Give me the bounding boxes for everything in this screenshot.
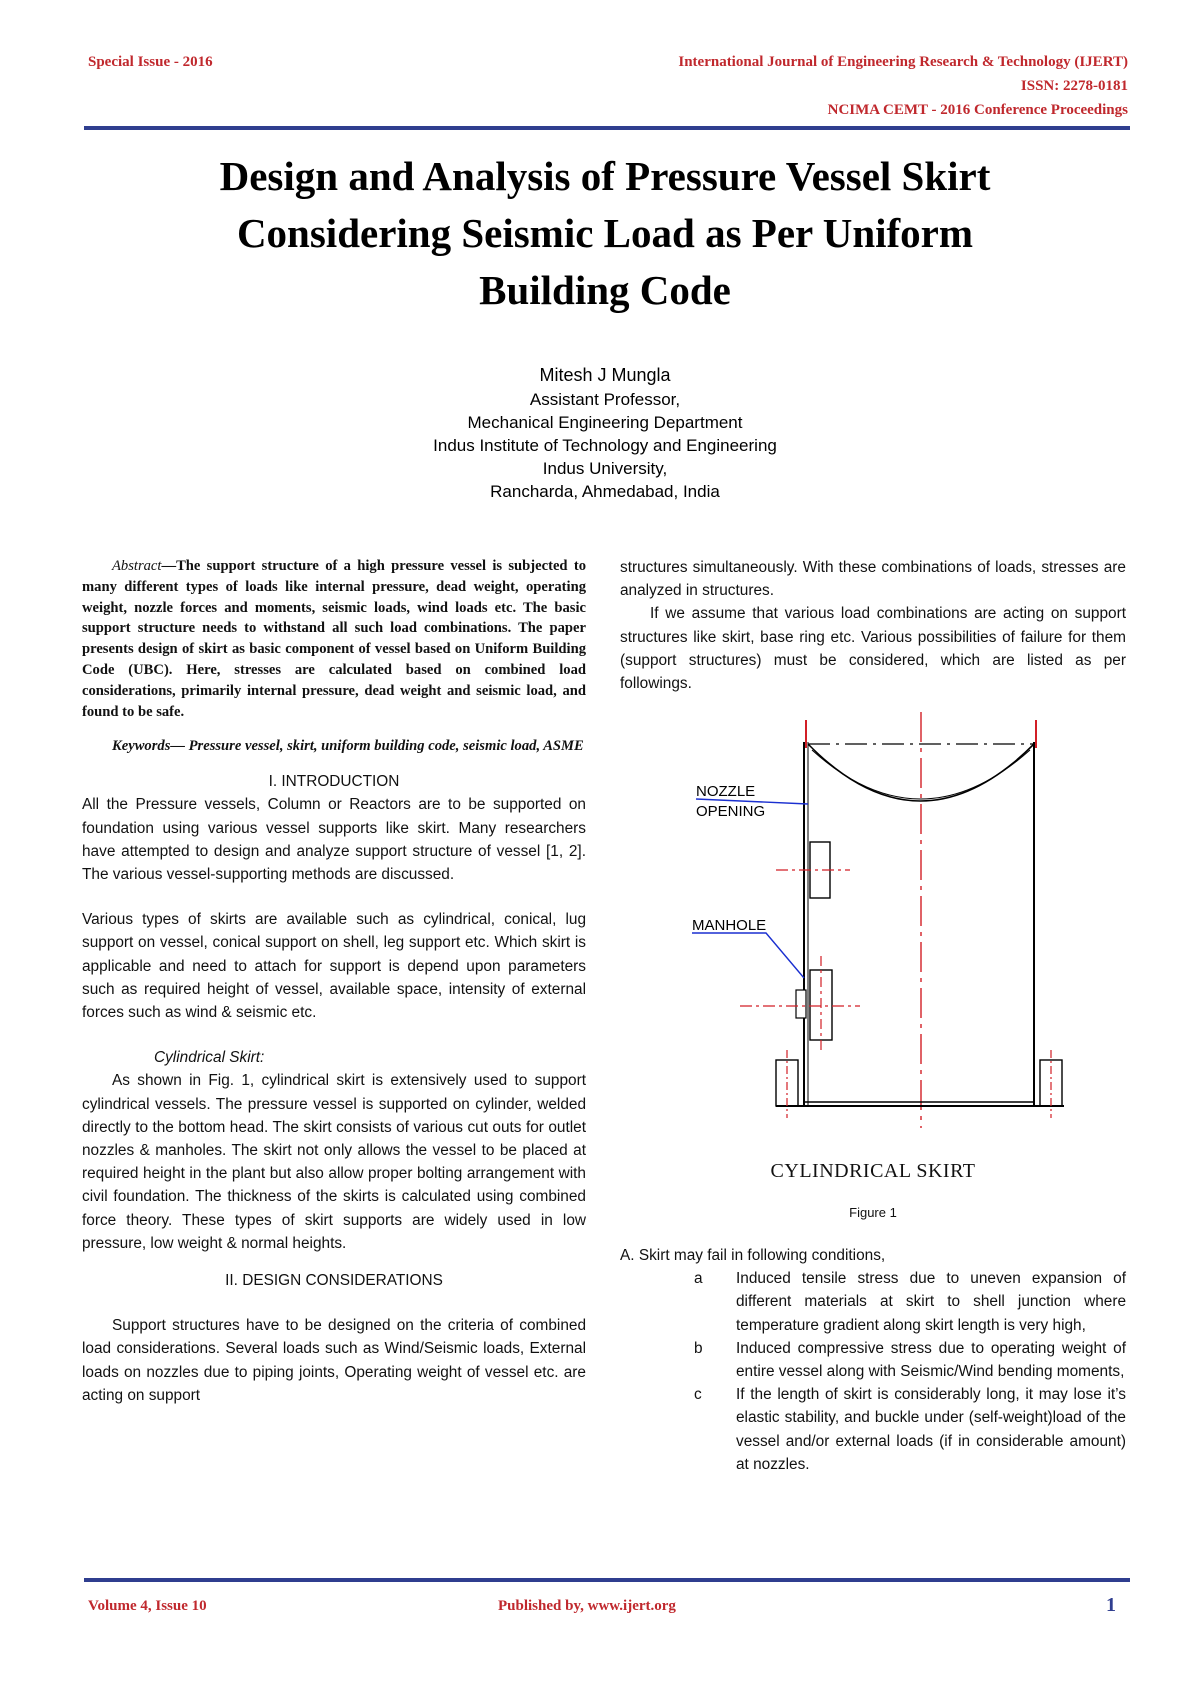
list-text: Induced compressive stress due to operating weight of entire vessel along with Seismic/Wind bending moments,: [736, 1339, 1126, 1381]
intro-paragraph-2: Various types of skirts are available such as cylindrical, conical, lug support on vessel, conical support on shell, leg support etc. Which skirt is applicable and need to attach for support is depend upon parameters such as required height of vessel, available space, intensity of external forces such as wind & seismic etc.: [82, 911, 586, 1021]
author-name: Mitesh J Mungla: [539, 365, 671, 385]
header-journal-name: International Journal of Engineering Research & Technology (IJERT): [678, 54, 1128, 70]
header-rule: [84, 126, 1130, 130]
design-paragraph: Support structures have to be designed on the criteria of combined load considerations. Several loads such as Wind/Seismic loads, External loads on nozzles due to piping joints, Operating weight of vessel etc. are acting on support: [82, 1317, 586, 1404]
header-issn: ISSN: 2278-0181: [1020, 78, 1128, 94]
right-paragraph-2: If we assume that various load combinations are acting on support structures like skirt, base ring etc. Various possibilities of failure for them (support structures) must be considered, which are listed as per followings.: [620, 605, 1126, 693]
title-line-3: Building Code: [479, 267, 731, 313]
title-line-2: Considering Seismic Load as Per Uniform: [236, 210, 974, 256]
paper-title: [80, 148, 1130, 319]
figure-title: CYLINDRICAL SKIRT: [770, 1160, 976, 1182]
abstract: [82, 556, 586, 722]
list-item: [620, 1383, 1126, 1476]
right-column: [620, 556, 1126, 695]
failure-heading: A. Skirt may fail in following conditions,: [620, 1247, 886, 1264]
list-item: [620, 1267, 1126, 1337]
abstract-text: —The support structure of a high pressure vessel is subjected to many different types of loads like internal pressure, dead weight, operating weight, nozzle forces and moments, seismic loads, wind loads etc. The basic support structure needs to withstand all such load combinations. The paper presents design of skirt as basic component of vessel based on Uniform Building Code (UBC). Here, stresses are calculated based on combined load considerations, primarily internal pressure, dead weight and seismic load, and found to be safe.: [82, 558, 586, 720]
failure-conditions: [620, 1244, 1126, 1476]
author-department: Mechanical Engineering Department: [467, 413, 743, 432]
list-item: [620, 1337, 1126, 1383]
author-location: Rancharda, Ahmedabad, India: [490, 482, 720, 501]
list-marker: c: [694, 1386, 702, 1404]
list-text: Induced tensile stress due to uneven expansion of different materials at skirt to shell junction where temperature gradient along skirt length is very high,: [736, 1270, 1126, 1334]
list-marker: b: [694, 1339, 703, 1357]
manhole-leader-line: [692, 933, 804, 978]
intro-heading: I. INTRODUCTION: [268, 773, 400, 791]
footer-publisher: Published by, www.ijert.org: [498, 1598, 676, 1614]
design-heading: II. DESIGN CONSIDERATIONS: [225, 1272, 443, 1290]
nozzle-label-line-1: NOZZLE: [696, 783, 756, 800]
cylindrical-skirt-heading: Cylindrical Skirt:: [154, 1049, 265, 1067]
nozzle-label-line-2: OPENING: [696, 803, 766, 820]
manhole-label: MANHOLE: [692, 917, 767, 934]
author-block: [80, 362, 1130, 503]
figure-label: Figure 1: [849, 1205, 897, 1221]
page-number: 1: [1106, 1594, 1116, 1616]
author-university: Indus University,: [542, 459, 668, 478]
keywords: Keywords— Pressure vessel, skirt, uniform building code, seismic load, ASME: [112, 738, 584, 755]
author-title: Assistant Professor,: [529, 390, 681, 409]
intro-paragraph-1: All the Pressure vessels, Column or Reactors are to be supported on foundation using various vessel supports like skirt. Many researchers have attempted to design and analyze support structure of vessel [1, 2]. The various vessel-supporting methods are discussed.: [82, 796, 586, 883]
right-paragraph-1: structures simultaneously. With these combinations of loads, stresses are analyzed in structures.: [620, 559, 1126, 600]
manhole-flange: [796, 990, 806, 1018]
author-institute: Indus Institute of Technology and Engineering: [433, 436, 777, 455]
title-line-1: Design and Analysis of Pressure Vessel Skirt: [219, 153, 991, 199]
cylindrical-skirt-paragraph: As shown in Fig. 1, cylindrical skirt is extensively used to support cylindrical vessels. The pressure vessel is supported on cylinder, welded directly to the bottom head. The skirt consists of various cut outs for outlet nozzles & manholes. The skirt not only allows the vessel to be placed at required height in the plant but also allow proper bolting arrangement with civil foundation. The thickness of the skirts is calculated using combined force theory. These types of skirt supports are widely used in low pressure, low weight & normal heights.: [82, 1072, 586, 1252]
figure-caption-block: [620, 1160, 1126, 1224]
header-proceedings: NCIMA CEMT - 2016 Conference Proceedings: [827, 102, 1128, 118]
left-column: [82, 556, 586, 1407]
footer-rule: [84, 1578, 1130, 1582]
header-special-issue: Special Issue - 2016: [88, 54, 213, 70]
cylindrical-skirt-figure: [680, 708, 1100, 1148]
footer-volume: Volume 4, Issue 10: [88, 1598, 207, 1614]
list-text: If the length of skirt is considerably long, it may lose it’s elastic stability, and buckle under (self-weight)load of the vessel and/or external loads (if in considerable amount) at nozzles.: [736, 1386, 1126, 1473]
list-marker: a: [694, 1270, 703, 1288]
abstract-label: Abstract: [112, 558, 162, 574]
